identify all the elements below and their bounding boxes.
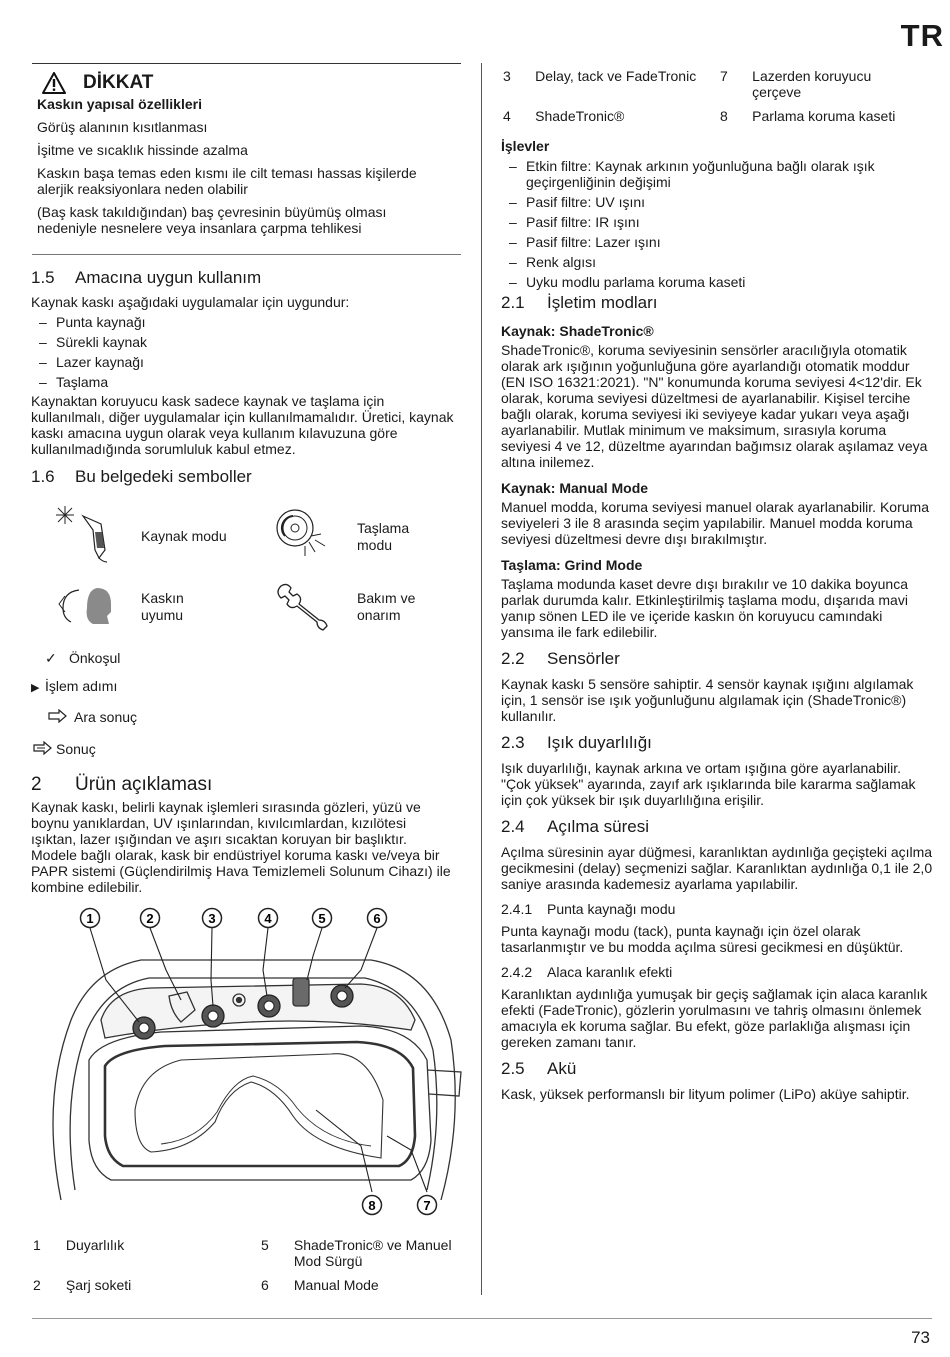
warning-header (37, 71, 461, 95)
section-2 (31, 774, 451, 895)
callout-3 (203, 909, 222, 928)
svg-text:1: 1 (86, 911, 94, 926)
list-item: – Sürekli kaynak (31, 334, 461, 350)
double-arrow-icon (33, 741, 55, 755)
weld-shadetronic-text: ShadeTronic®, koruma seviyesinin sensörler aracılığıyla otomatik olarak ark ışığının yoğunluğuna göre ayarlandığı otomatik moddur (EN ISO 16321:2021). "N" konumunda koruma seviyesi 4<12'dir. Ek olarak, koruma seviyesi düzeltmesi de ayarlanabilir. Kişisel tercihe bağlı olarak, koruma seviyesi iki seviyeye kadar yukarı veya aşağı ayarlanabilir. Mutlak minimum ve maksimum, sırasıyla koruma seviyesi 4 ve 12, düzeltme ayarından bağımsız olarak aşılamaz veya altına inilemez. (501, 342, 928, 470)
warning-item: Kaskın başa temas eden kısmı ile cilt teması hassas kişilerde alerjik reaksiyonlara neden olabilir (37, 165, 417, 197)
warning-subtitle: Kaskın yapısal özellikleri (37, 96, 202, 112)
symbol-table (31, 500, 461, 640)
wrench-icon (275, 580, 331, 632)
step-row: ▶ İşlem adımı (31, 678, 118, 694)
footer-rule (32, 1318, 932, 1319)
prerequisite-row: ✓ Önkoşul (45, 650, 121, 666)
warning-top-rule (32, 63, 461, 64)
warning-item: (Baş kask takıldığından) baş çevresinin büyümüş olması nedeniyle nesnelere veya insanlara çarpma tehlikesi (37, 204, 387, 236)
helmet-drawing (53, 960, 461, 1200)
callout-leaders (90, 928, 427, 1192)
application-list (31, 314, 461, 390)
callout-2 (141, 909, 160, 928)
helmet-fit-icon (57, 582, 117, 632)
figure-legend-left (33, 1237, 453, 1301)
section-2-4-1-text: Punta kaynağı modu (tack), punta kaynağı için özel olarak tasarlanmıştır ve bu modda açılma süresi gecikmesi en düşüktür. (501, 923, 904, 955)
section-1-5-outro: Kaynaktan koruyucu kask sadece kaynak ve taşlama için kullanılmalı, diğer uygulamalar için kullanılmamalıdır. Üretici, kaynak kaskı amacına uygun olarak veya kullanım kılavuzuna göre kullanılmadığında sorumluluk kabul etmez. (31, 393, 454, 457)
checkmark-icon: ✓ (45, 650, 57, 666)
callout-4 (259, 909, 278, 928)
svg-text:4: 4 (264, 911, 272, 926)
callout-1 (81, 909, 100, 928)
weld-manual-text: Manuel modda, koruma seviyesi manuel olarak ayarlanabilir. Koruma seviyeleri 3 ile 8 arasında seçim yapılabilir. Manuel modda koruma seviyesi düzeltmesi devre dışı bırakılmıştır. (501, 499, 929, 547)
section-2-5-text: Kask, yüksek performanslı bir lityum polimer (LiPo) aküye sahiptir. (501, 1086, 910, 1102)
section-2-4-2-text: Karanlıktan aydınlığa yumuşak bir geçiş sağlamak için alaca karanlık efekti (FadeTronic), gözlerin yorulmasını ve tahriş olmasını önlemek amacıyla ek koruma sağlar. Bu efekt, göze parlaklığa alışması için gereken zamanı tanır. (501, 986, 928, 1050)
svg-text:5: 5 (318, 911, 326, 926)
section-2-4-text: Açılma süresinin ayar düğmesi, karanlıktan aydınlığa geçişteki açılma gecikmesini (delay) seçmenizi sağlar. Karanlıktan aydınlığa 0,1 ile 2,0 saniye arasında kademesiz ayarlama yapılabilir. (501, 844, 933, 892)
legend-row: 4 ShadeTronic® 8 Parlama koruma kaseti (503, 108, 896, 124)
section-1-6-heading: 1.6 Bu belgedeki semboller (31, 467, 252, 486)
weld-manual-title: Kaynak: Manual Mode (501, 480, 649, 496)
welding-torch-icon (53, 502, 123, 564)
warning-triangle-icon (42, 72, 66, 94)
section-2-text: Kaynak kaskı, belirli kaynak işlemleri sırasında gözleri, yüzü ve boynu yanıklardan, UV ışınlarından, kıvılcımlardan, kızılötesi ışıktan, lazer ışığından ve aşırı sıcaktan koruyan bir başlıktır. Modele bağlı olarak, kask bir endüstriyel koruma kaskı ve/veya bir PAPR sistemi (Güçlendirilmiş Hava Temizlemeli Solunum Cihazı) ile kombine edilebilir. (31, 799, 451, 895)
svg-text:7: 7 (423, 1198, 431, 1213)
list-item: – Pasif filtre: IR ışını (501, 214, 933, 230)
symbol-label-weld: Kaynak modu (141, 528, 227, 544)
section-2-4-heading: 2.4 Açılma süresi (501, 817, 650, 836)
svg-text:3: 3 (208, 911, 216, 926)
callout-6 (368, 909, 387, 928)
callout-8 (363, 1196, 382, 1215)
warning-item: İşitme ve sıcaklık hissinde azalma (37, 142, 248, 158)
section-2-1-heading: 2.1 İşletim modları (501, 293, 658, 312)
grind-mode-title: Taşlama: Grind Mode (501, 557, 643, 573)
section-2-2-text: Kaynak kaskı 5 sensöre sahiptir. 4 sensör kaynak ışığını algılamak için, 1 sensör ise ışık yoğunluğunu algılamak için (ShadeTronic®) kullanılır. (501, 676, 914, 724)
svg-text:6: 6 (373, 911, 381, 926)
legend-row: 2 Şarj soketi 6 Manual Mode (33, 1277, 379, 1293)
list-item: – Pasif filtre: Lazer ışını (501, 234, 933, 250)
section-2-2-heading: 2.2 Sensörler (501, 649, 620, 668)
column-divider (481, 63, 482, 1295)
warning-box (37, 71, 461, 236)
section-2-4-2-heading: 2.4.2 Alaca karanlık efekti (501, 964, 673, 980)
section-2-3-heading: 2.3 Işık duyarlılığı (501, 733, 652, 752)
functions-title: İşlevler (501, 138, 550, 154)
hollow-arrow-icon (48, 709, 68, 723)
symbol-label-grind: Taşlama modu (357, 520, 410, 553)
callout-markers (81, 909, 437, 1215)
functions-list (501, 158, 933, 290)
list-item: – Renk algısı (501, 254, 933, 270)
result-row: Sonuç (33, 741, 96, 757)
warning-title: DİKKAT (83, 72, 154, 93)
section-2-5-heading: 2.5 Akü (501, 1059, 577, 1078)
page-number: 73 (911, 1328, 930, 1347)
legend-row: 3 Delay, tack ve FadeTronic 7 Lazerden koruyucu çerçeve (503, 68, 872, 100)
list-item: – Etkin filtre: Kaynak arkının yoğunluğuna bağlı olarak ışık geçirgenliğinin değişimi (501, 158, 933, 190)
section-1-5-heading: 1.5 Amacına uygun kullanım (31, 268, 262, 287)
callout-5 (313, 909, 332, 928)
svg-text:8: 8 (368, 1198, 376, 1213)
section-2-3-text: Işık duyarlılığı, kaynak arkına ve ortam ışığına göre ayarlanabilir. "Çok yüksek" ayarında, zayıf ark ışıklarında bile kararma sağlamak için çok yüksek bir ışık duyarlılığına erişilir. (501, 760, 916, 808)
interim-row: Ara sonuç (48, 709, 137, 725)
figure-legend-right (503, 68, 923, 132)
grinding-disc-icon (271, 506, 331, 566)
section-1-5-intro: Kaynak kaskı aşağıdaki uygulamalar için uygundur: (31, 294, 350, 310)
svg-text:2: 2 (146, 911, 154, 926)
grind-mode-text: Taşlama modunda kaset devre dışı bırakılır ve 10 dakika boyunca parlak durumda kalır. Etkinleştirilmiş taşlama modu, dışarıda mavi yanıp sönen LED ile ve içeride kaskın ön koruyucu camındaki yansıma ile fark edilebilir. (501, 576, 908, 640)
section-2-4-1-heading: 2.4.1 Punta kaynağı modu (501, 901, 676, 917)
section-2-heading: 2 Ürün açıklaması (31, 774, 213, 795)
list-item: – Uyku modlu parlama koruma kaseti (501, 274, 933, 290)
triangle-right-icon: ▶ (31, 682, 40, 694)
list-item: – Taşlama (31, 374, 461, 390)
list-item: – Punta kaynağı (31, 314, 461, 330)
callout-7 (418, 1196, 437, 1215)
warning-bottom-rule (32, 254, 461, 255)
left-column (31, 268, 461, 487)
symbol-label-maintenance: Bakım ve onarım (357, 590, 416, 623)
symbol-label-fit: Kaskın uyumu (141, 590, 184, 623)
language-code: TR (900, 18, 944, 53)
warning-item: Görüş alanının kısıtlanması (37, 119, 208, 135)
helmet-figure (31, 900, 471, 1220)
weld-shadetronic-title: Kaynak: ShadeTronic® (501, 323, 654, 339)
right-column (501, 138, 933, 1102)
list-item: – Lazer kaynağı (31, 354, 461, 370)
legend-row: 1 Duyarlılık 5 ShadeTronic® ve Manuel Mod Sürgü (33, 1237, 452, 1269)
list-item: – Pasif filtre: UV ışını (501, 194, 933, 210)
